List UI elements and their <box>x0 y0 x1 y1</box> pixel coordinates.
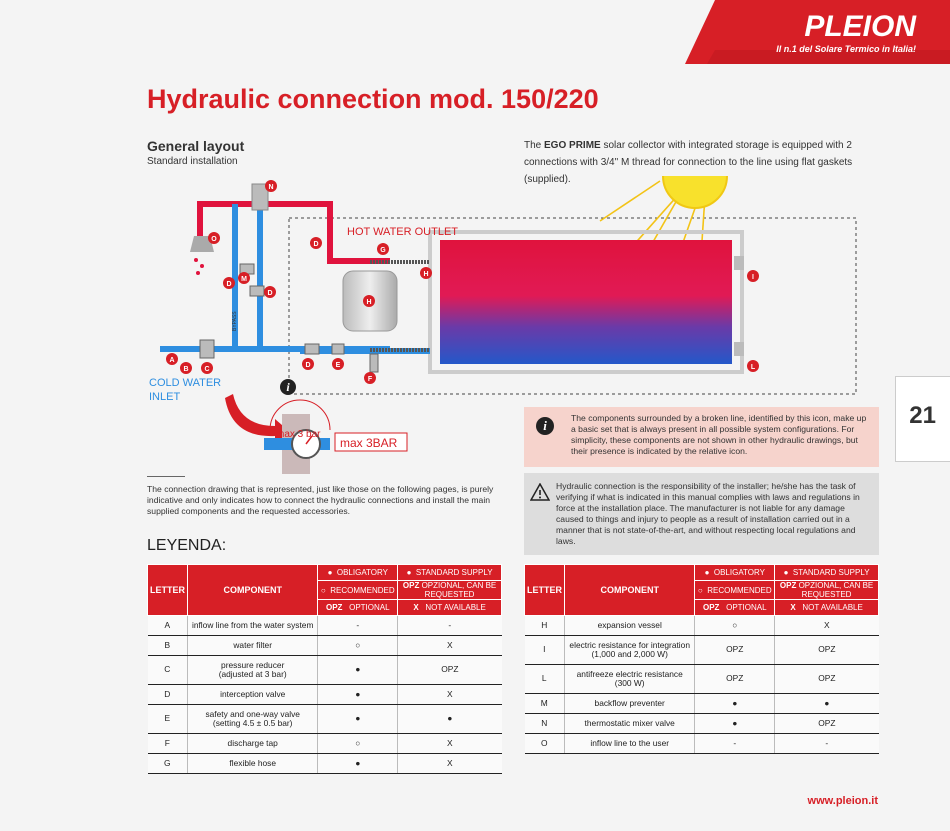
cell-col1: ● <box>695 694 775 714</box>
svg-text:D: D <box>305 362 311 369</box>
cell-col2: X <box>398 636 502 656</box>
website-link[interactable]: www.pleion.it <box>807 795 878 807</box>
bypass-label: BYPASS <box>232 311 238 331</box>
th-not-available: X NOT AVAILABLE <box>398 600 502 616</box>
cell-component: thermostatic mixer valve <box>565 714 695 734</box>
hot-water-outlet-label: HOT WATER OUTLET <box>347 226 459 238</box>
cell-col1: ○ <box>318 636 398 656</box>
table-row <box>148 705 502 734</box>
cell-letter: E <box>148 705 188 734</box>
cell-col2: X <box>775 616 879 636</box>
cell-col2: - <box>398 616 502 636</box>
cell-col2: - <box>775 734 879 754</box>
connection-L <box>734 342 744 356</box>
cell-col1: ● <box>318 705 398 734</box>
marker-B <box>180 362 192 374</box>
legend-table-right <box>524 564 879 754</box>
cell-col1: ● <box>318 656 398 685</box>
svg-text:G: G <box>380 247 386 254</box>
valve-D-mid <box>250 286 264 296</box>
table-row <box>148 685 502 705</box>
svg-text:H: H <box>423 271 429 278</box>
legend-table-right-body <box>525 616 879 754</box>
cell-col2: ● <box>398 705 502 734</box>
th-recommended: ○ RECOMMENDED <box>695 581 775 600</box>
cell-col2: OPZ <box>775 636 879 665</box>
table-row <box>148 754 502 774</box>
marker-A <box>166 353 178 365</box>
svg-text:H: H <box>366 299 372 306</box>
marker-D3 <box>264 286 276 298</box>
cell-letter: N <box>525 714 565 734</box>
table-row <box>148 734 502 754</box>
max-bar-gauge-label: max 3 bar <box>276 429 321 440</box>
svg-text:B: B <box>183 366 189 373</box>
page-number: 21 <box>909 402 936 429</box>
table-row <box>525 714 879 734</box>
svg-text:D: D <box>313 241 319 248</box>
cell-letter: B <box>148 636 188 656</box>
info-icon-diagram: i <box>286 380 290 394</box>
cell-col1: - <box>318 616 398 636</box>
th-opz-requested: OPZ OPZIONAL, CAN BE REQUESTED <box>398 581 502 600</box>
marker-D4 <box>302 358 314 370</box>
table-row <box>148 616 502 636</box>
marker-N <box>265 180 277 192</box>
leyenda-heading: LEYENDA: <box>147 537 227 554</box>
valve-D-lower <box>305 344 319 354</box>
valve-E <box>332 344 344 354</box>
legend-table-left <box>147 564 502 774</box>
svg-text:M: M <box>241 276 247 283</box>
cold-label-line1: COLD WATER <box>149 377 222 389</box>
cell-col2: ● <box>775 694 879 714</box>
cell-letter: C <box>148 656 188 685</box>
discharge-tap-F <box>370 354 378 372</box>
cell-col1: ○ <box>318 734 398 754</box>
cell-letter: A <box>148 616 188 636</box>
marker-F <box>364 372 376 384</box>
general-layout-title: General layout <box>147 138 245 154</box>
marker-D2 <box>223 277 235 289</box>
cell-letter: H <box>525 616 565 636</box>
svg-text:I: I <box>752 274 754 281</box>
th-opz-requested: OPZ OPZIONAL, CAN BE REQUESTED <box>775 581 879 600</box>
disclaimer-text: The connection drawing that is represented, just like those on the following pages, is purely indicative and only indicates how to connect the hydraulic connections and install the main supplied components and the requested accessories. <box>147 484 494 516</box>
cell-component: electric resistance for integration (1,000 and 2,000 W) <box>565 636 695 665</box>
svg-text:C: C <box>204 366 210 373</box>
warning-note <box>524 473 879 555</box>
cell-col2: OPZ <box>398 656 502 685</box>
cell-component: flexible hose <box>188 754 318 774</box>
svg-text:D: D <box>267 290 273 297</box>
table-row <box>525 616 879 636</box>
table-row <box>525 694 879 714</box>
marker-O <box>208 232 220 244</box>
divider <box>147 476 185 477</box>
svg-text:F: F <box>367 376 373 383</box>
cell-letter: M <box>525 694 565 714</box>
th-obligatory: ● OBLIGATORY <box>318 565 398 581</box>
th-not-available: X NOT AVAILABLE <box>775 600 879 616</box>
svg-text:O: O <box>211 236 217 243</box>
cell-col1: ● <box>318 685 398 705</box>
svg-text:N: N <box>268 184 274 191</box>
sun-icon-disc <box>663 176 727 208</box>
svg-text:A: A <box>169 357 175 364</box>
legend-table-left-body <box>148 616 502 774</box>
cell-letter: G <box>148 754 188 774</box>
cell-col2: X <box>398 734 502 754</box>
marker-E <box>332 358 344 370</box>
cell-col1: ● <box>695 714 775 734</box>
brand-tagline: Il n.1 del Solare Termico in Italia! <box>776 44 916 54</box>
cell-col2: OPZ <box>775 665 879 694</box>
table-row <box>148 656 502 685</box>
th-recommended: ○ RECOMMENDED <box>318 581 398 600</box>
cell-letter: F <box>148 734 188 754</box>
th-obligatory: ● OBLIGATORY <box>695 565 775 581</box>
table-row <box>525 636 879 665</box>
brand-logo: PLEION <box>804 10 916 43</box>
marker-H1 <box>420 267 432 279</box>
warning-icon <box>530 483 550 501</box>
cell-component: inflow line to the user <box>565 734 695 754</box>
connection-I <box>734 256 744 270</box>
general-layout-subtitle: Standard installation <box>147 156 238 167</box>
th-component: COMPONENT <box>565 565 695 616</box>
cell-component: inflow line from the water system <box>188 616 318 636</box>
cell-component: antifreeze electric resistance (300 W) <box>565 665 695 694</box>
cell-col1: ○ <box>695 616 775 636</box>
marker-C <box>201 362 213 374</box>
cell-component: pressure reducer (adjusted at 3 bar) <box>188 656 318 685</box>
cell-col1: - <box>695 734 775 754</box>
cell-col1: OPZ <box>695 636 775 665</box>
page-title: Hydraulic connection mod. 150/220 <box>147 84 599 114</box>
cell-letter: L <box>525 665 565 694</box>
marker-L <box>747 360 759 372</box>
info-note <box>524 407 879 467</box>
cell-component: expansion vessel <box>565 616 695 636</box>
cell-col2: X <box>398 685 502 705</box>
intro-text: The EGO PRIME solar collector with integrated storage is equipped with 2 connections with 3/4" M thread for connection to the line using flat gaskets (supplied). <box>524 140 853 185</box>
table-row <box>148 636 502 656</box>
cell-letter: D <box>148 685 188 705</box>
cell-col1: OPZ <box>695 665 775 694</box>
table-row <box>525 734 879 754</box>
th-standard: ● STANDARD SUPPLY <box>775 565 879 581</box>
marker-I <box>747 270 759 282</box>
cell-col1: ● <box>318 754 398 774</box>
max-bar-label: max 3BAR <box>340 436 398 450</box>
cell-component: water filter <box>188 636 318 656</box>
cell-component: discharge tap <box>188 734 318 754</box>
table-row <box>525 665 879 694</box>
cell-letter: O <box>525 734 565 754</box>
th-standard: ● STANDARD SUPPLY <box>398 565 502 581</box>
svg-text:E: E <box>335 362 341 369</box>
cell-letter: I <box>525 636 565 665</box>
svg-text:L: L <box>750 364 756 371</box>
marker-G <box>377 243 389 255</box>
marker-H2 <box>363 295 375 307</box>
th-letter: LETTER <box>525 565 565 616</box>
cold-water-inlet-label: COLD WATER INLET <box>149 377 222 403</box>
th-optional: OPZ OPTIONAL <box>695 600 775 616</box>
cell-component: interception valve <box>188 685 318 705</box>
info-note-text: The components surrounded by a broken line, identified by this icon, make up a basic set that is always present in all possible system configurations. For simplicity, these components are not shown in other hydraulic drawings, but their presence is indicated by the relative icon. <box>571 413 867 456</box>
th-letter: LETTER <box>148 565 188 616</box>
cell-col2: X <box>398 754 502 774</box>
solar-collector-tank <box>440 240 732 364</box>
pressure-reducer-C <box>200 340 214 358</box>
cell-component: backflow preventer <box>565 694 695 714</box>
warning-note-text: Hydraulic connection is the responsibility of the installer; he/she has the task of verifying if what is indicated in this manual complies with laws and regulations in force at the installation place. The manufacturer is not liable for any damage caused to things and injury to people as a result of installation carried out in a manner that is not state-of-the-art, and without respecting local regulations and laws. <box>556 481 860 546</box>
cell-col2: OPZ <box>775 714 879 734</box>
svg-text:D: D <box>226 281 232 288</box>
th-component: COMPONENT <box>188 565 318 616</box>
th-optional: OPZ OPTIONAL <box>318 600 398 616</box>
cell-component: safety and one-way valve (setting 4.5 ± 0.5 bar) <box>188 705 318 734</box>
info-icon: i <box>536 417 554 435</box>
marker-M <box>238 272 250 284</box>
marker-D1 <box>310 237 322 249</box>
